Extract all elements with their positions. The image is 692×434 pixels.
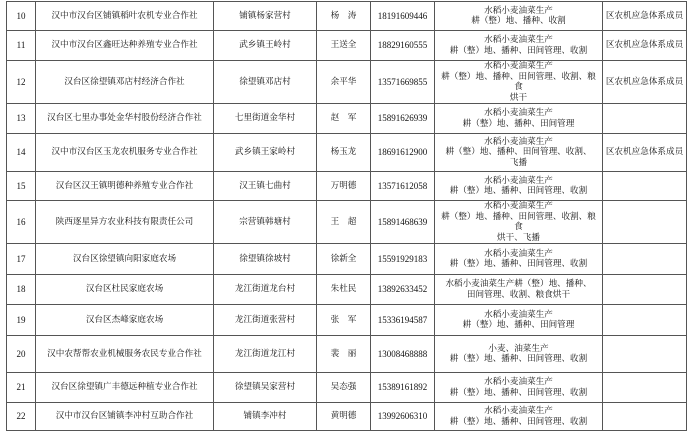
table-row (7, 104, 687, 134)
service-scope (435, 403, 603, 431)
phone-cell: 15389161892 (371, 373, 435, 403)
service-scope-line: 耕（整）地、播种、田间管理、收割 (449, 354, 588, 364)
service-scope-line: 水稻小麦油菜生产 (484, 406, 553, 416)
remark-cell (603, 373, 687, 403)
table-row (7, 275, 687, 305)
remark-cell (603, 104, 687, 134)
service-scope-line: 耕（整）地、播种、田间管理、收割 (449, 387, 588, 398)
remark-cell: 区农机应急体系成员 (603, 61, 687, 104)
entity-name: 陕西逐星异方农业科技有限责任公司 (36, 201, 214, 244)
table-row (7, 403, 687, 431)
remark-cell: 区农机应急体系成员 (603, 134, 687, 172)
service-scope-line: 水稻小麦油菜生产 (484, 201, 553, 211)
row-number: 17 (7, 244, 36, 275)
phone-cell: 15891468639 (371, 201, 435, 244)
table-row (7, 201, 687, 244)
entity-name: 汉中市汉台区铺镇稻叶农机专业合作社 (36, 2, 214, 31)
service-scope-line: 水稻小麦油菜生产 (484, 309, 553, 320)
village-cell: 徐望镇徐坡村 (214, 244, 317, 275)
service-scope-line: 耕（整）地、播种、田间管理 (462, 118, 575, 129)
contact-person: 吴态强 (317, 373, 371, 403)
service-scope-line: 田间管理、收割、粮食烘干 (466, 289, 571, 300)
remark-cell: 区农机应急体系成员 (603, 2, 687, 31)
table-row (7, 172, 687, 201)
service-scope-line: 耕（整）地、播种、田间管理、收割 (449, 186, 588, 196)
service-scope-line: 水稻小麦油菜生产 (484, 35, 553, 45)
phone-cell: 15591929183 (371, 244, 435, 275)
phone-cell: 15891626939 (371, 104, 435, 134)
contact-person: 王 超 (317, 201, 371, 244)
row-number: 11 (7, 31, 36, 61)
service-scope (435, 201, 603, 244)
remark-cell (603, 336, 687, 373)
service-scope-line: 耕（整）地、播种、田间管理、收割 (449, 45, 588, 56)
row-number: 19 (7, 305, 36, 336)
service-scope-line: 耕（整）地、播种、田间管理、收割 (449, 259, 588, 269)
entity-name: 汉台区汉王镇明德种养殖专业合作社 (36, 172, 214, 201)
service-scope (435, 244, 603, 275)
service-scope-line: 小麦、油菜生产 (488, 343, 549, 354)
contact-person: 裴 丽 (317, 336, 371, 373)
service-scope-line: 水稻小麦油菜生产 (484, 175, 553, 186)
entity-name: 汉中市汉台区鑫旺达种养殖专业合作社 (36, 31, 214, 61)
row-number: 18 (7, 275, 36, 305)
service-scope (435, 305, 603, 336)
entity-name: 汉台区杰峰家庭农场 (36, 305, 214, 336)
row-number: 21 (7, 373, 36, 403)
row-number: 10 (7, 2, 36, 31)
village-cell: 七里街道金华村 (214, 104, 317, 134)
phone-cell: 13008468888 (371, 336, 435, 373)
service-scope-line: 水稻小麦油菜生产 (484, 377, 553, 387)
village-cell: 徐望镇邓店村 (214, 61, 317, 104)
phone-cell: 13571669855 (371, 61, 435, 104)
contact-person: 徐新全 (317, 244, 371, 275)
village-cell: 武乡镇王岭村 (214, 31, 317, 61)
service-scope-line: 水稻小麦油菜生产 (484, 61, 553, 71)
table-row (7, 336, 687, 373)
service-scope-line: 飞播 (509, 157, 528, 168)
remark-cell (603, 403, 687, 431)
row-number: 14 (7, 134, 36, 172)
entity-name: 汉中农帮帮农业机械服务农民专业合作社 (36, 336, 214, 373)
service-scope-line: 耕（整）地、播种、收割 (471, 16, 566, 26)
table-row (7, 31, 687, 61)
remark-cell: 区农机应急体系成员 (603, 31, 687, 61)
village-cell: 汉王镇七曲村 (214, 172, 317, 201)
village-cell: 宗营镇韩塘村 (214, 201, 317, 244)
row-number: 12 (7, 61, 36, 104)
entity-name: 汉台区徐望镇广丰德远种植专业合作社 (36, 373, 214, 403)
village-cell: 武乡镇王家岭村 (214, 134, 317, 172)
entity-name: 汉中市汉台区铺镇李冲村互助合作社 (36, 403, 214, 431)
service-scope-line: 耕（整）地、播种、田间管理、收割、粮食 (441, 71, 596, 92)
village-cell: 铺镇李冲村 (214, 403, 317, 431)
contact-person: 余平华 (317, 61, 371, 104)
phone-cell: 18829160555 (371, 31, 435, 61)
phone-cell: 13892633452 (371, 275, 435, 305)
entity-name: 汉台区七里办事处金华村股份经济合作社 (36, 104, 214, 134)
remark-cell (603, 201, 687, 244)
village-cell: 铺镇杨家营村 (214, 2, 317, 31)
service-scope (435, 373, 603, 403)
service-scope (435, 2, 603, 31)
entity-name: 汉台区徐望镇向阳家庭农场 (36, 244, 214, 275)
cooperative-table (6, 1, 687, 431)
entity-name: 汉台区杜民家庭农场 (36, 275, 214, 305)
service-scope-line: 耕（整）地、播种、田间管理 (462, 320, 575, 330)
service-scope-line: 水稻小麦油菜生产 (484, 136, 553, 147)
table-row (7, 305, 687, 336)
service-scope-line: 烘干 (509, 92, 528, 103)
service-scope-line: 耕（整）地、播种、田间管理、收割、 (445, 147, 592, 158)
service-scope-line: 耕（整）地、播种、田间管理、收割 (449, 416, 588, 427)
contact-person: 赵 军 (317, 104, 371, 134)
phone-cell: 18191609446 (371, 2, 435, 31)
service-scope (435, 275, 603, 305)
table-row (7, 373, 687, 403)
table-row (7, 244, 687, 275)
contact-person: 朱杜民 (317, 275, 371, 305)
service-scope (435, 336, 603, 373)
service-scope (435, 134, 603, 172)
service-scope (435, 104, 603, 134)
service-scope-line: 水稻小麦油菜生产 (484, 5, 553, 16)
contact-person: 万明德 (317, 172, 371, 201)
village-cell: 徐望镇吴家营村 (214, 373, 317, 403)
remark-cell (603, 172, 687, 201)
service-scope-line: 水稻小麦油菜生产 (484, 248, 553, 259)
service-scope-line: 水稻小麦油菜生产 (484, 108, 553, 118)
village-cell: 龙江街道张营村 (214, 305, 317, 336)
phone-cell: 13571612058 (371, 172, 435, 201)
entity-name: 汉台区徐望镇邓店村经济合作社 (36, 61, 214, 104)
row-number: 22 (7, 403, 36, 431)
row-number: 15 (7, 172, 36, 201)
row-number: 16 (7, 201, 36, 244)
table-row (7, 61, 687, 104)
service-scope (435, 31, 603, 61)
table-row (7, 2, 687, 31)
service-scope-line: 烘干、飞播 (497, 232, 540, 243)
village-cell: 龙江街道龙台村 (214, 275, 317, 305)
contact-person: 张 军 (317, 305, 371, 336)
contact-person: 杨 涛 (317, 2, 371, 31)
contact-person: 王送全 (317, 31, 371, 61)
row-number: 20 (7, 336, 36, 373)
contact-person: 杨玉龙 (317, 134, 371, 172)
phone-cell: 13992606310 (371, 403, 435, 431)
table-row (7, 134, 687, 172)
remark-cell (603, 244, 687, 275)
village-cell: 龙江街道龙江村 (214, 336, 317, 373)
service-scope-line: 水稻小麦油菜生产耕（整）地、播种、 (445, 279, 592, 289)
contact-person: 黄明德 (317, 403, 371, 431)
service-scope (435, 172, 603, 201)
service-scope-line: 耕（整）地、播种、田间管理、收割、粮食 (441, 211, 596, 232)
remark-cell (603, 275, 687, 305)
phone-cell: 18691612900 (371, 134, 435, 172)
row-number: 13 (7, 104, 36, 134)
phone-cell: 15336194587 (371, 305, 435, 336)
service-scope (435, 61, 603, 104)
entity-name: 汉中市汉台区玉龙农机服务专业合作社 (36, 134, 214, 172)
remark-cell (603, 305, 687, 336)
